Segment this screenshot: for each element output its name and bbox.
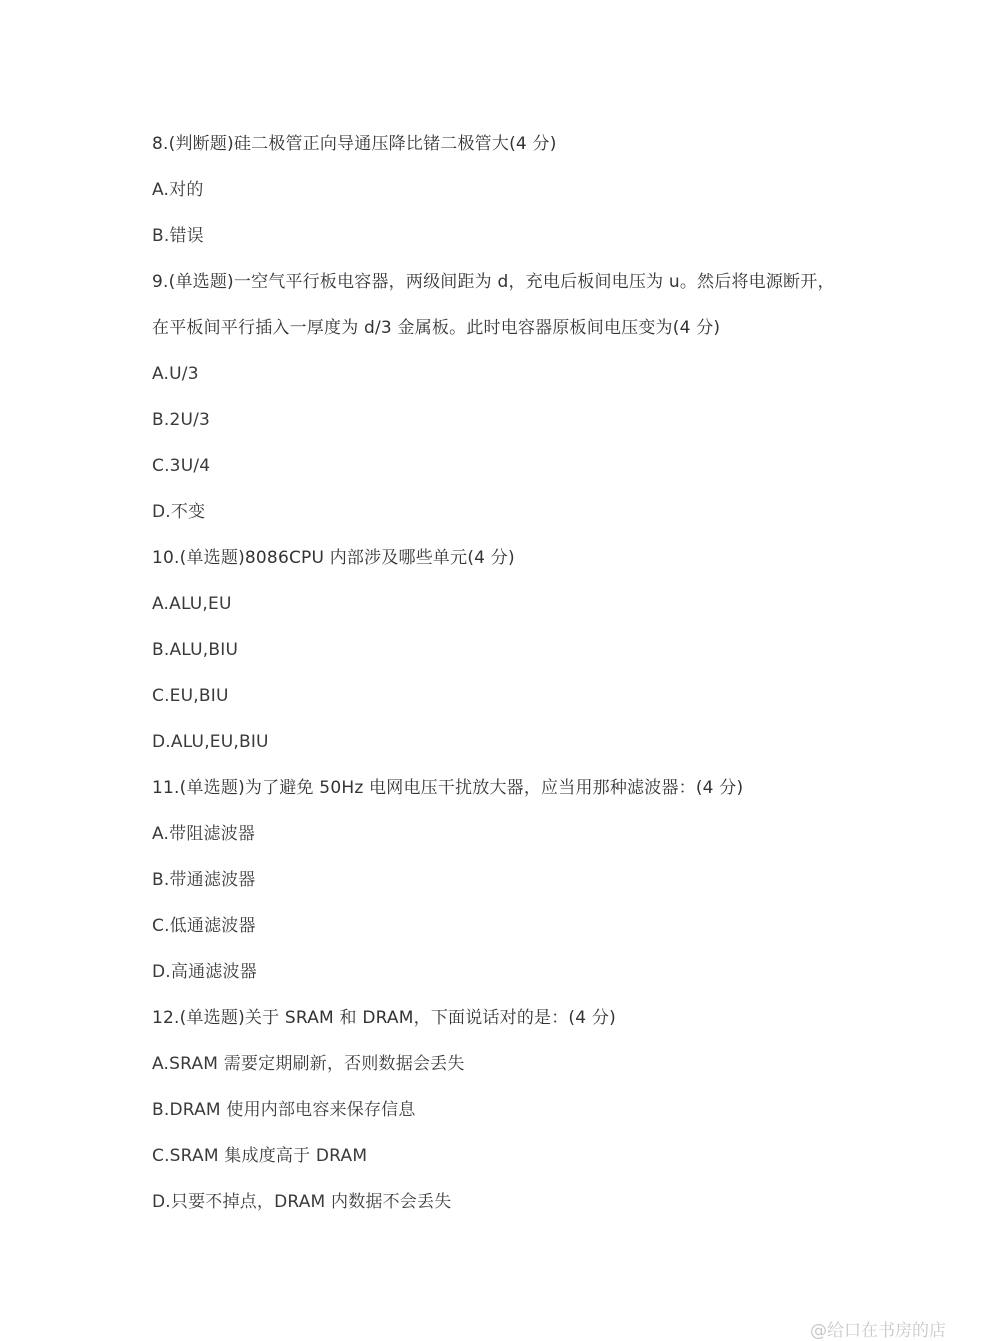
question-12-option-b: B.DRAM 使用内部电容来保存信息 [152, 1100, 416, 1120]
question-8-option-b: B.错误 [152, 226, 204, 246]
question-12-option-d: D.只要不掉点，DRAM 内数据不会丢失 [152, 1192, 452, 1212]
question-10-option-d: D.ALU,EU,BIU [152, 732, 269, 752]
question-10-option-a: A.ALU,EU [152, 594, 232, 614]
question-8-option-a: A.对的 [152, 180, 204, 200]
question-12-title: 12.(单选题)关于 SRAM 和 DRAM，下面说话对的是：(4 分) [152, 1008, 616, 1028]
question-11-option-a: A.带阻滤波器 [152, 824, 256, 844]
question-9-option-b: B.2U/3 [152, 410, 211, 430]
question-11-option-d: D.高通滤波器 [152, 962, 257, 982]
question-10-option-b: B.ALU,BIU [152, 640, 239, 660]
document-body [152, 132, 872, 1236]
question-12-option-a: A.SRAM 需要定期刷新，否则数据会丢失 [152, 1054, 465, 1074]
question-11-option-b: B.带通滤波器 [152, 870, 256, 890]
question-9-title-line-2: 在平板间平行插入一厚度为 d/3 金属板。此时电容器原板间电压变为(4 分) [152, 318, 721, 338]
question-10-title: 10.(单选题)8086CPU 内部涉及哪些单元(4 分) [152, 548, 515, 568]
question-11-title: 11.(单选题)为了避免 50Hz 电网电压干扰放大器，应当用那种滤波器：(4 分) [152, 778, 744, 798]
question-12-option-c: C.SRAM 集成度高于 DRAM [152, 1146, 368, 1166]
question-9-option-a: A.U/3 [152, 364, 199, 384]
question-8-title: 8.(判断题)硅二极管正向导通压降比锗二极管大(4 分) [152, 134, 557, 154]
question-10-option-c: C.EU,BIU [152, 686, 229, 706]
question-9-option-c: C.3U/4 [152, 456, 211, 476]
question-9-title-line-1: 9.(单选题)一空气平行板电容器，两级间距为 d，充电后板间电压为 u。然后将电源断开， [152, 272, 835, 292]
question-11-option-c: C.低通滤波器 [152, 916, 256, 936]
question-9-option-d: D.不变 [152, 502, 206, 522]
watermark: @给口在书房的店 [810, 1321, 946, 1341]
